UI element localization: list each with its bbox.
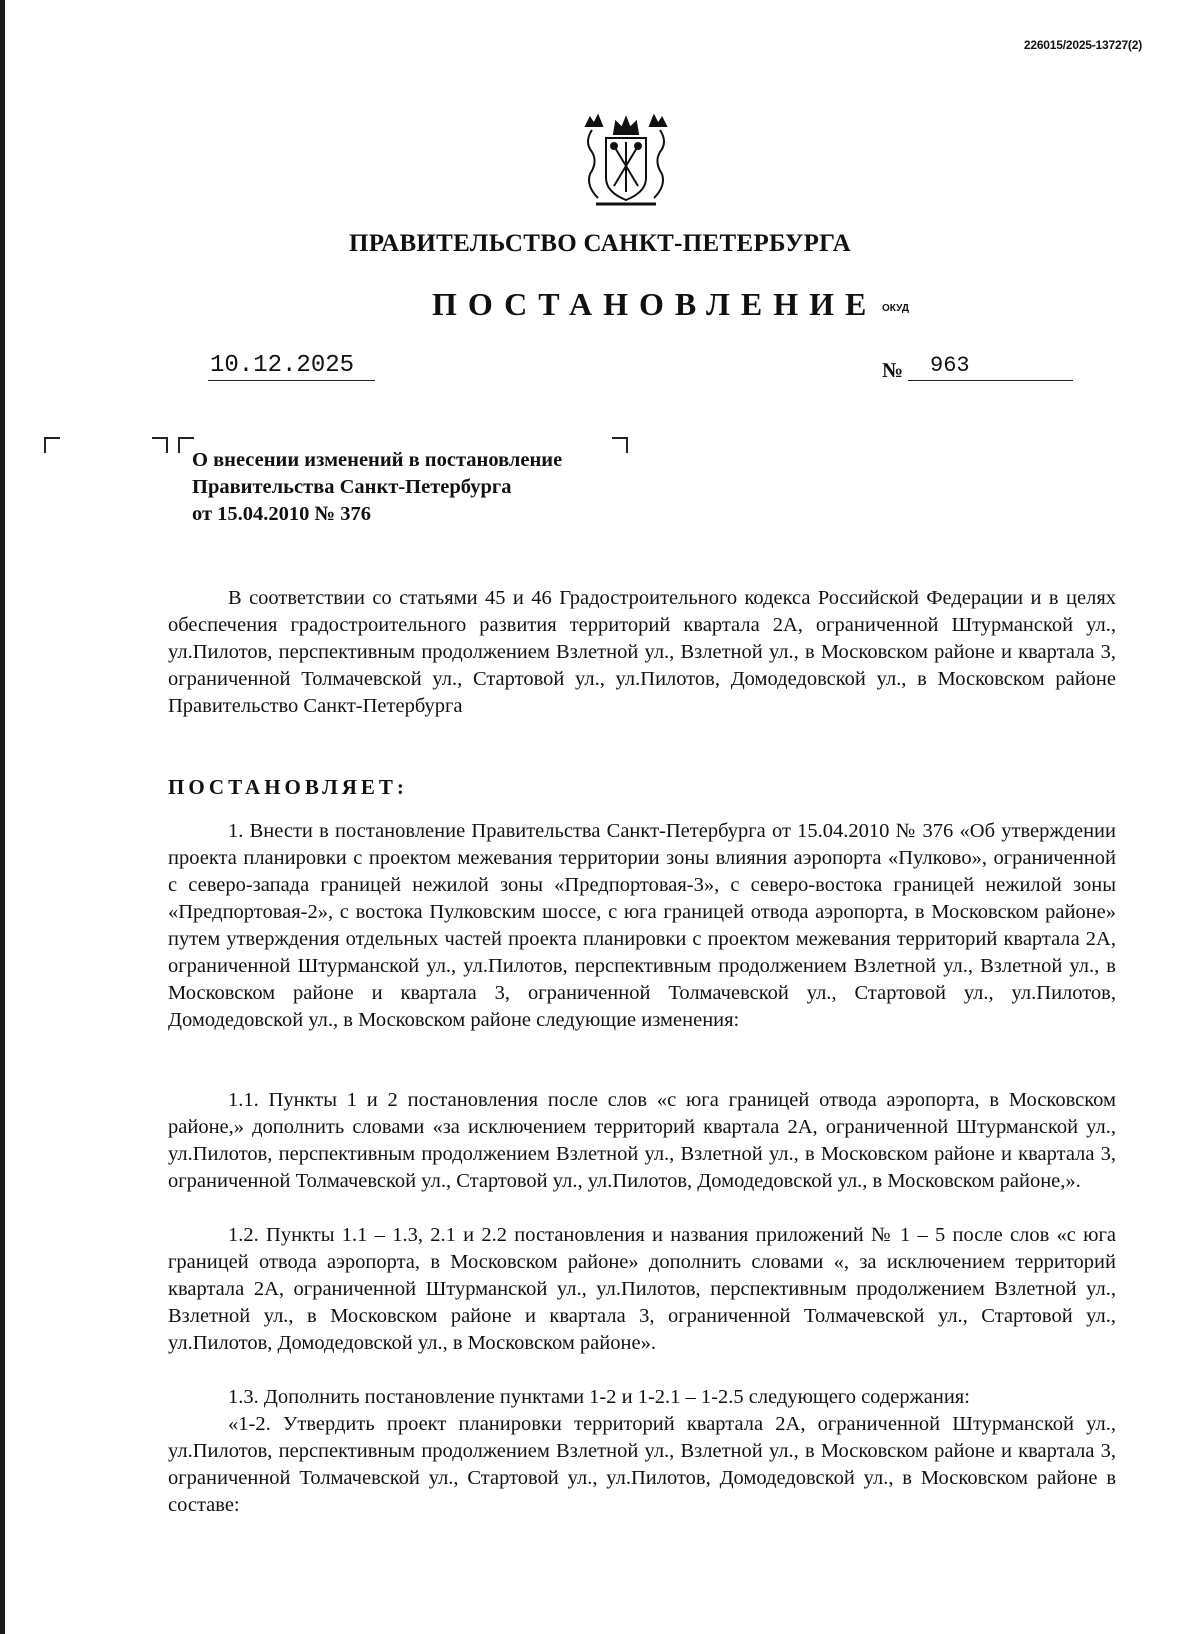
organization-title: ПРАВИТЕЛЬСТВО САНКТ-ПЕТЕРБУРГА: [348, 230, 852, 257]
document-type-title: ПОСТАНОВЛЕНИЕ: [432, 286, 878, 322]
document-number: 963: [908, 352, 1073, 381]
body-paragraph-quote: «1-2. Утвердить проект планировки территорий квартала 2А, ограниченной Штурманской ул., ул.Пилотов, перспективным продолжением Взлетной ул., Взлетной ул., в Московском районе и квартала 3, ограниченной Толмачевской ул., Стартовой ул., ул.Пилотов, Домодедовской ул., в Московском районе в составе:: [168, 1413, 1116, 1516]
preamble-paragraph: В соответствии со статьями 45 и 46 Градостроительного кодекса Российской Федерации и в целях обеспечения градостроительного развития территорий квартала 2А, ограниченной Штурманской ул., ул.Пилотов, перспективным продолжением Взлетной ул., Взлетной ул., в Московском районе и квартала 3, ограниченной Толмачевской ул., Стартовой ул., ул.Пилотов, Домодедовской ул., в Московском районе Правительство Санкт-Петербурга: [168, 587, 1116, 717]
number-sign: №: [882, 358, 904, 382]
document-date: 10.12.2025: [208, 352, 375, 381]
subject-line: от 15.04.2010 № 376: [192, 503, 372, 525]
document-subject: [192, 447, 652, 528]
corner-mark-block-left-a: [152, 437, 168, 453]
body-paragraph-1: 1. Внести в постановление Правительства Санкт-Петербурга от 15.04.2010 № 376 «Об утверждении проекта планировки с проектом межевания территории зоны влияния аэропорта «Пулково», ограниченной с северо-запада границей нежилой зоны «Предпортовая-3», с северо-востока границей нежилой зоны «Предпортовая-2», с востока Пулковским шоссе, с юга границей отвода аэропорта, в Московском районе» путем утверждения отдельных частей проекта планировки с проектом межевания территорий квартала 2А, ограниченной Штурманской ул., ул.Пилотов, перспективным продолжением Взлетной ул., Взлетной ул., в Московском районе и квартала 3, ограниченной Толмачевской ул., Стартовой ул., ул.Пилотов, Домодедовской ул., в Московском районе следующие изменения:: [168, 820, 1116, 1031]
body-paragraph-1-3: 1.3. Дополнить постановление пунктами 1-2 и 1-2.1 – 1-2.5 следующего содержания:: [228, 1386, 970, 1408]
registration-code: 226015/2025-13727(2): [1023, 38, 1142, 52]
subject-line: Правительства Санкт-Петербурга: [192, 476, 512, 498]
subject-line: О внесении изменений в постановление: [192, 449, 563, 471]
body-paragraph-1-1: 1.1. Пункты 1 и 2 постановления после слов «с юга границей отвода аэропорта, в Московском районе,» дополнить словами «за исключением территорий квартала 2А, ограниченной Штурманской ул., ул.Пилотов, перспективным продолжением Взлетной ул., Взлетной ул., в Московском районе и квартала 3, ограниченной Толмачевской ул., Стартовой ул., ул.Пилотов, Домодедовской ул., в Московском районе,».: [168, 1089, 1116, 1192]
corner-mark-left: [44, 437, 60, 453]
body-paragraph-1-2: 1.2. Пункты 1.1 – 1.3, 2.1 и 2.2 постановления и названия приложений № 1 – 5 после слов «с юга границей отвода аэропорта, в Московском районе» дополнить словами «, за исключением территорий квартала 2А, ограниченной Штурманской ул., ул.Пилотов, перспективным продолжением Взлетной ул., Взлетной ул., в Московском районе и квартала 3, ограниченной Толмачевской ул., Стартовой ул., ул.Пилотов, Домодедовской ул., в Московском районе».: [168, 1224, 1116, 1354]
decree-heading: ПОСТАНОВЛЯЕТ:: [168, 775, 408, 799]
okud-label: ОКУД: [882, 303, 909, 314]
coat-of-arms-emblem: [578, 112, 674, 210]
